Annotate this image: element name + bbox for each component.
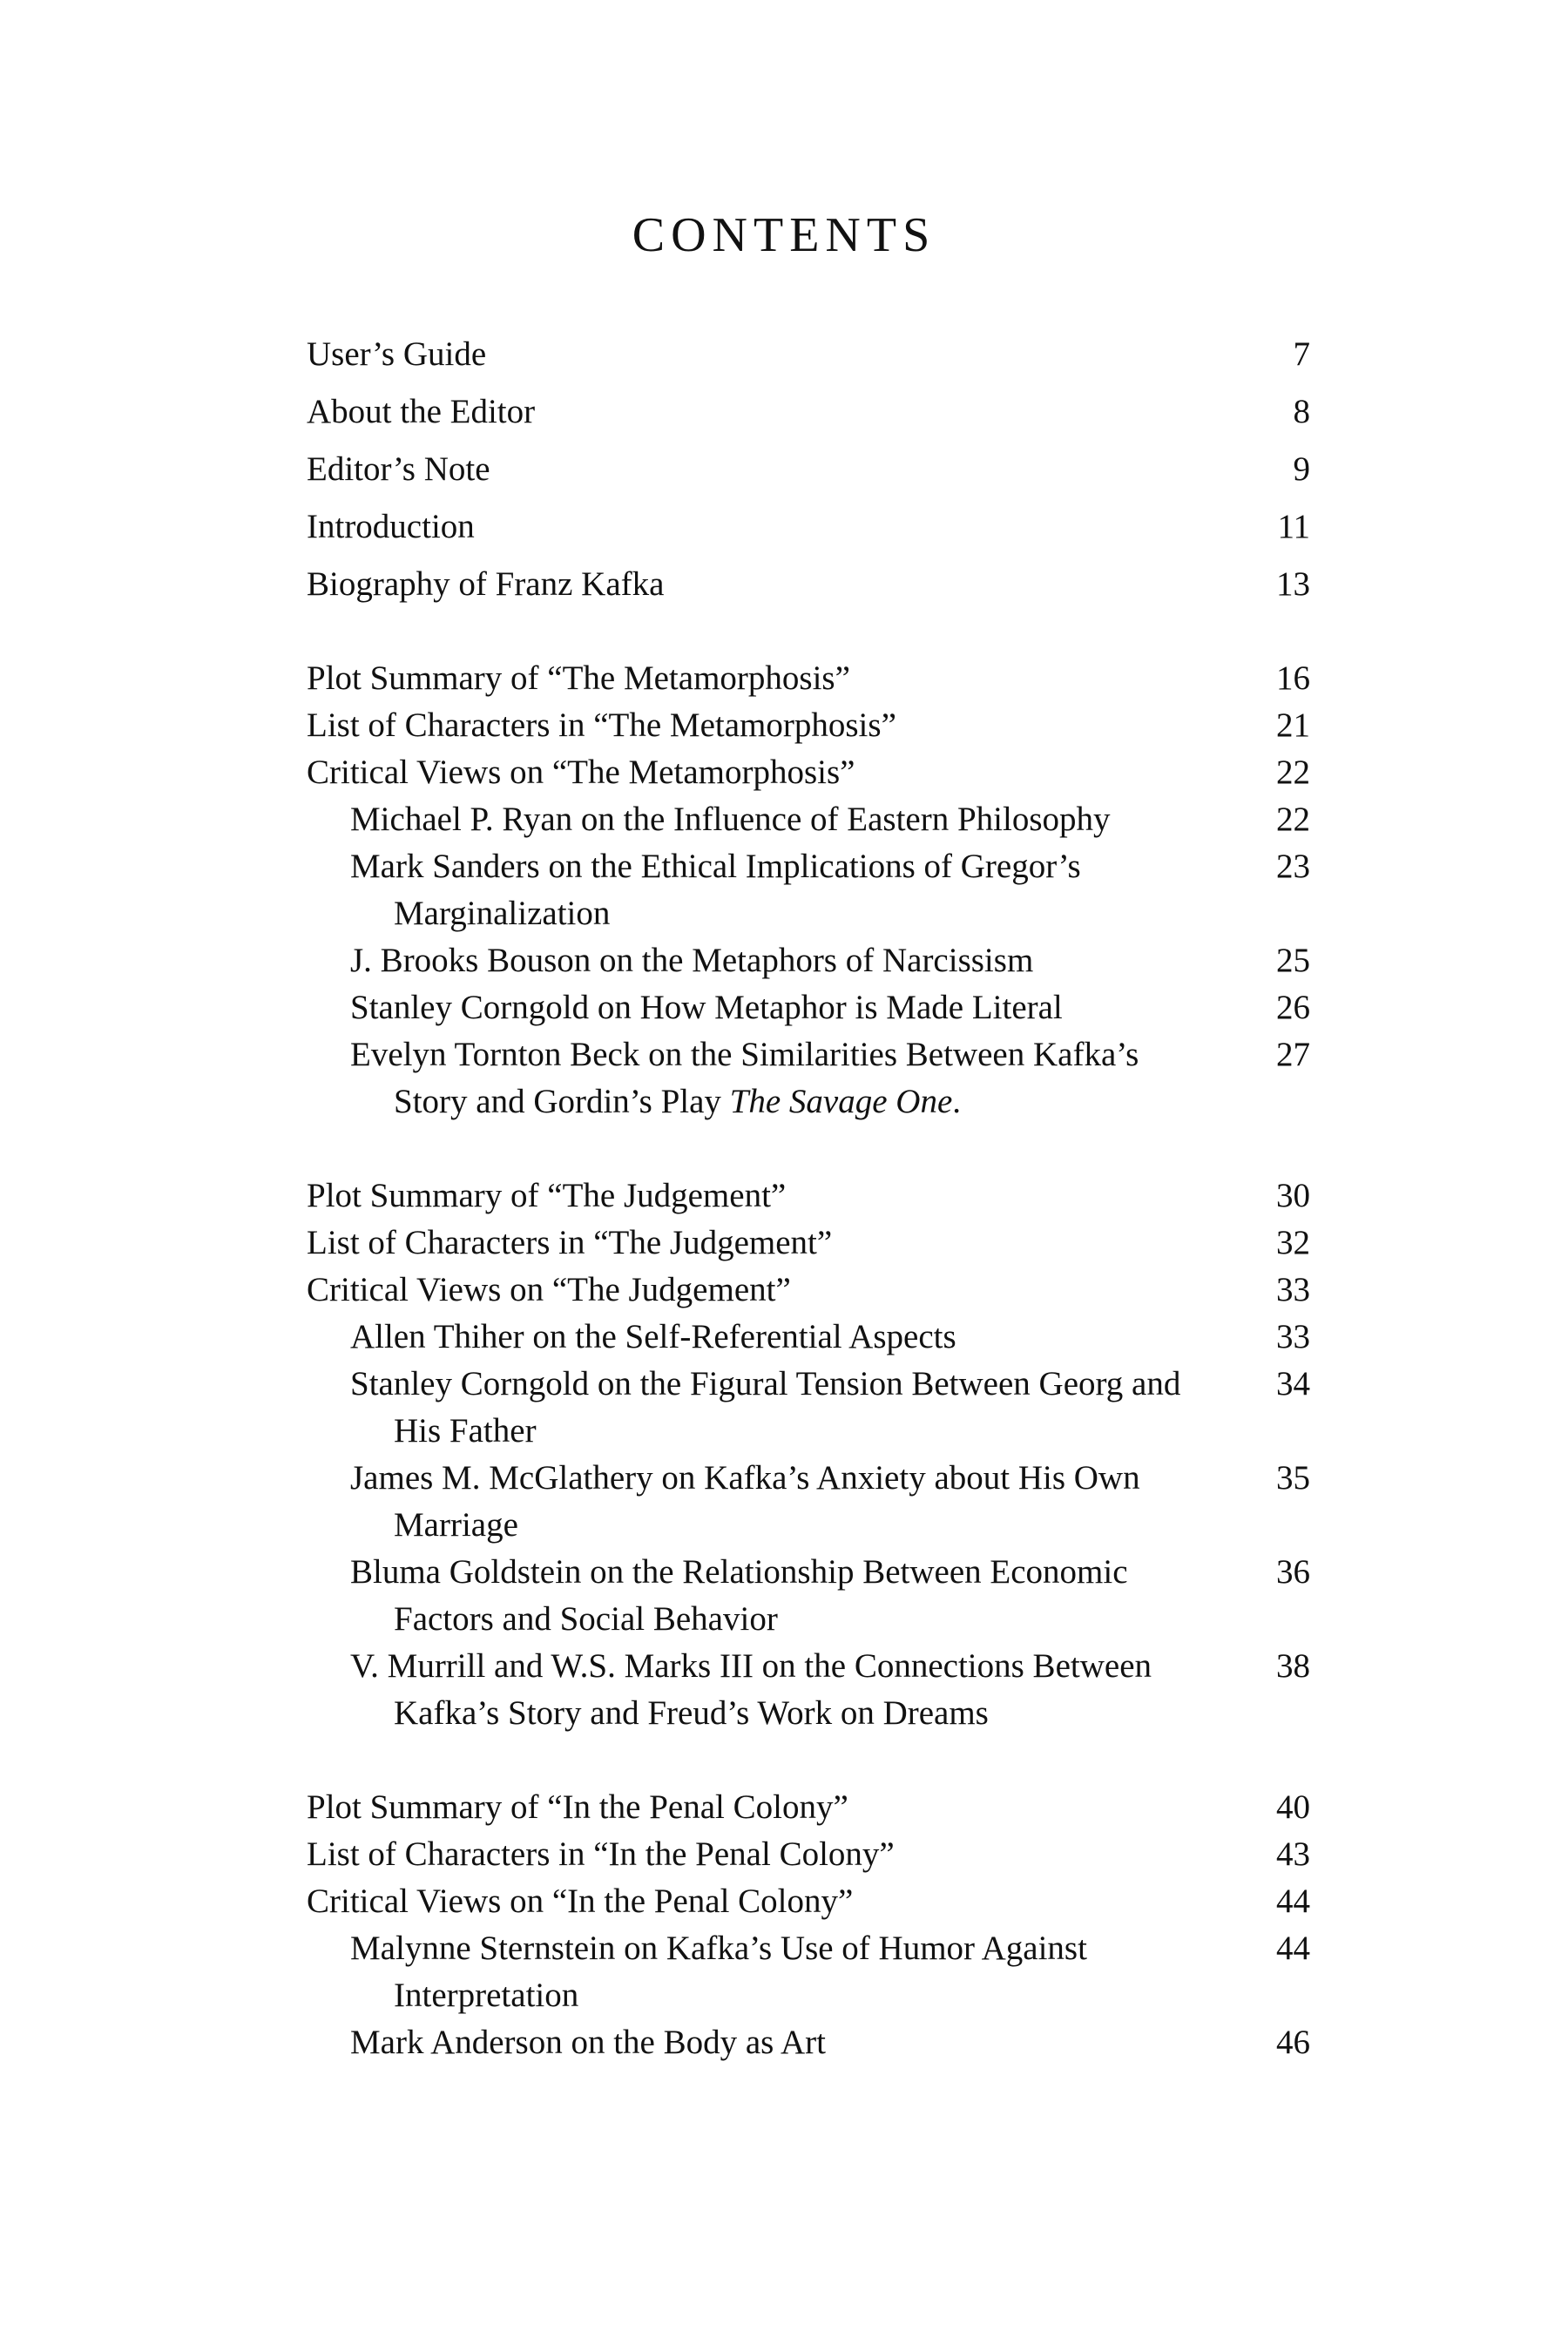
toc-entry-page: 30 — [1276, 1177, 1310, 1214]
section-spacer — [307, 608, 1310, 655]
toc-subentry — [307, 984, 1310, 1031]
toc-entry-label: Malynne Sternstein on Kafka’s Use of Humor Against Interpretation — [350, 1930, 1087, 2014]
toc-entry-editors-note — [307, 446, 1310, 493]
toc-entry-page: 40 — [1276, 1788, 1310, 1826]
toc-entry-label: Critical Views on “The Metamorphosis” — [307, 754, 855, 791]
toc-entry-penal-critical — [307, 1878, 1310, 1925]
toc-subentry — [307, 1643, 1310, 1737]
toc-entry-page: 46 — [1276, 2024, 1310, 2061]
toc-subentry — [307, 937, 1310, 984]
toc-entry-metamorphosis-plot — [307, 655, 1310, 702]
toc-entry-label: Michael P. Ryan on the Influence of Eastern Philosophy — [350, 801, 1111, 838]
toc-subentry — [307, 1455, 1310, 1549]
toc-entry-page: 38 — [1276, 1647, 1310, 1685]
toc-entry-page: 11 — [1277, 508, 1310, 545]
toc-entry-page: 22 — [1276, 801, 1310, 838]
toc-entry-judgement-plot — [307, 1173, 1310, 1220]
section-spacer — [307, 1125, 1310, 1173]
toc-subentry — [307, 1361, 1310, 1455]
toc-entry-label: User’s Guide — [307, 335, 487, 373]
toc-entry-page: 22 — [1276, 754, 1310, 791]
toc-subentry — [307, 796, 1310, 843]
toc-entry-page: 43 — [1276, 1835, 1310, 1873]
toc-entry-label: Critical Views on “The Judgement” — [307, 1271, 791, 1308]
page-title: CONTENTS — [632, 208, 936, 262]
toc-subentry — [307, 843, 1310, 937]
table-of-contents — [307, 331, 1310, 2066]
toc-entry-biography — [307, 561, 1310, 608]
toc-entry-page: 9 — [1293, 450, 1310, 488]
toc-entry-label-suffix: . — [952, 1083, 962, 1120]
toc-entry-page: 13 — [1276, 565, 1310, 603]
toc-entry-label: About the Editor — [307, 393, 536, 430]
toc-subentry — [307, 1031, 1310, 1125]
toc-entry-label: List of Characters in “The Judgement” — [307, 1224, 833, 1261]
toc-entry-label: Stanley Corngold on How Metaphor is Made Literal — [350, 989, 1063, 1026]
toc-entry-label: Mark Sanders on the Ethical Implications of Gregor’s Marginalization — [350, 848, 1081, 932]
section-spacer — [307, 1737, 1310, 1784]
toc-entry-label: V. Murrill and W.S. Marks III on the Connections Between Kafka’s Story and Freud’s Work on Dreams — [350, 1647, 1152, 1732]
toc-entry-penal-characters — [307, 1831, 1310, 1878]
toc-entry-page: 44 — [1276, 1930, 1310, 1967]
toc-entry-label-text: Evelyn Tornton Beck on the Similarities Between Kafka’s Story and Gordin’s Play — [350, 1036, 1139, 1120]
toc-entry-about-editor — [307, 389, 1310, 436]
toc-entry-label: Biography of Franz Kafka — [307, 565, 665, 603]
toc-subentry — [307, 1549, 1310, 1643]
toc-entry-label: Mark Anderson on the Body as Art — [350, 2024, 826, 2061]
toc-subentry — [307, 1925, 1310, 2019]
toc-entry-label: Stanley Corngold on the Figural Tension Between Georg and His Father — [350, 1365, 1181, 1450]
toc-entry-page: 35 — [1276, 1459, 1310, 1497]
toc-entry-page: 44 — [1276, 1882, 1310, 1920]
toc-entry-judgement-critical — [307, 1267, 1310, 1314]
toc-entry-label: List of Characters in “The Metamorphosis” — [307, 706, 896, 744]
toc-entry-page: 7 — [1293, 335, 1310, 373]
toc-entry-label: Plot Summary of “The Judgement” — [307, 1177, 787, 1214]
toc-entry-metamorphosis-critical — [307, 749, 1310, 796]
toc-entry-label: List of Characters in “In the Penal Colony” — [307, 1835, 895, 1873]
toc-entry-page: 26 — [1276, 989, 1310, 1026]
toc-entry-page: 25 — [1276, 942, 1310, 979]
toc-entry-judgement-characters — [307, 1220, 1310, 1267]
toc-entry-label: J. Brooks Bouson on the Metaphors of Narcissism — [350, 942, 1034, 979]
toc-entry-page: 8 — [1293, 393, 1310, 430]
toc-entry-introduction — [307, 504, 1310, 551]
toc-entry-label: Editor’s Note — [307, 450, 490, 488]
work-title: The Savage One — [729, 1083, 953, 1120]
toc-entry-label: Bluma Goldstein on the Relationship Between Economic Factors and Social Behavior — [350, 1553, 1128, 1638]
toc-entry-label: Plot Summary of “In the Penal Colony” — [307, 1788, 848, 1826]
toc-entry-label: Critical Views on “In the Penal Colony” — [307, 1882, 854, 1920]
toc-subentry — [307, 2019, 1310, 2066]
toc-entry-page: 32 — [1276, 1224, 1310, 1261]
toc-entry-label: Introduction — [307, 508, 475, 545]
toc-entry-metamorphosis-characters — [307, 702, 1310, 749]
toc-subentry — [307, 1314, 1310, 1361]
toc-entry-users-guide — [307, 331, 1310, 378]
toc-entry-page: 34 — [1276, 1365, 1310, 1402]
toc-entry-page: 16 — [1276, 659, 1310, 697]
toc-entry-page: 33 — [1276, 1271, 1310, 1308]
toc-entry-label: Plot Summary of “The Metamorphosis” — [307, 659, 850, 697]
toc-entry-penal-plot — [307, 1784, 1310, 1831]
toc-entry-page: 36 — [1276, 1553, 1310, 1591]
toc-entry-page: 21 — [1276, 706, 1310, 744]
toc-entry-page: 23 — [1276, 848, 1310, 885]
toc-entry-label — [350, 1031, 1213, 1125]
toc-entry-page: 27 — [1276, 1036, 1310, 1073]
toc-entry-label: James M. McGlathery on Kafka’s Anxiety about His Own Marriage — [350, 1459, 1140, 1544]
toc-entry-page: 33 — [1276, 1318, 1310, 1355]
toc-entry-label: Allen Thiher on the Self-Referential Aspects — [350, 1318, 956, 1355]
